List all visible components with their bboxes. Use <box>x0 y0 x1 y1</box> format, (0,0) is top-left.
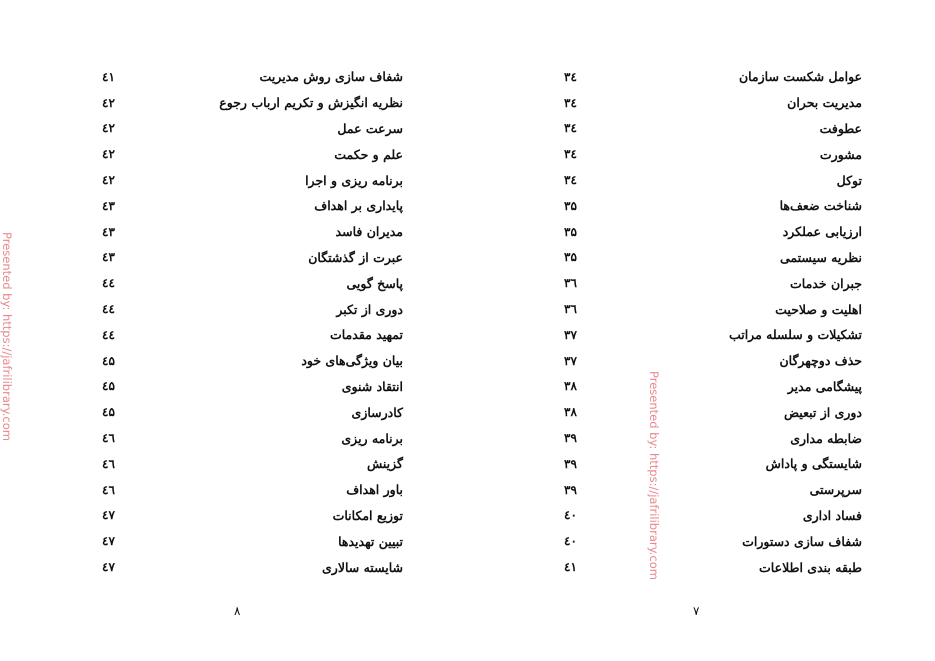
toc-entry-title: انتقاد شنوی <box>341 378 403 394</box>
toc-entry-title: باور اهداف <box>346 482 403 498</box>
toc-entry-title: مشورت <box>819 146 862 162</box>
toc-entry-page: ٤٦ <box>102 431 115 446</box>
toc-entry-title: سرعت عمل <box>337 120 403 136</box>
toc-entry-page: ٤٤ <box>102 302 115 317</box>
toc-entry-title: پیشگامی مدیر <box>787 378 862 394</box>
toc-entry <box>100 219 403 245</box>
toc-entry-title: شفاف سازی دستورات <box>742 533 862 549</box>
toc-entry-page: ۳٤ <box>564 173 577 188</box>
toc-entry-title: عطوفت <box>819 120 862 136</box>
toc-entry <box>100 322 403 348</box>
toc-entry-title: گزینش <box>366 456 403 472</box>
toc-entry <box>100 270 403 296</box>
toc-entry-title: نظریه سیستمی <box>780 249 862 265</box>
page-number-left: ۸ <box>234 604 241 618</box>
toc-entry <box>100 116 403 142</box>
toc-entry <box>100 141 403 167</box>
toc-entry-page: ٤٢ <box>102 147 115 162</box>
page-number-right: ۷ <box>693 604 700 618</box>
toc-entry <box>100 245 403 271</box>
toc-entry <box>100 503 403 529</box>
toc-entry-page: ٤٠ <box>564 508 577 523</box>
toc-entry-title: دوری از تکبر <box>336 301 403 317</box>
toc-entry-title: پاسخ گویی <box>346 275 403 291</box>
toc-entry <box>100 554 403 580</box>
toc-entry <box>562 528 862 554</box>
toc-entry-title: حذف دوچهرگان <box>779 353 862 369</box>
toc-entry-title: عوامل شکست سازمان <box>738 69 862 85</box>
watermark-middle: Presented by: https://jafrilibrary.com <box>647 371 661 580</box>
toc-entry-title: دوری از تبعیض <box>783 404 862 420</box>
toc-entry-title: علم و حکمت <box>334 146 403 162</box>
watermark-edge: Presented by: https://jafrilibrary.com <box>0 232 14 441</box>
toc-entry-page: ٤١ <box>102 69 115 84</box>
toc-entry <box>100 399 403 425</box>
toc-column-right <box>562 64 862 580</box>
toc-entry-page: ٤٦ <box>102 456 115 471</box>
toc-entry-page: ٤۵ <box>102 379 115 394</box>
toc-entry-title: تشکیلات و سلسله مراتب <box>728 327 862 343</box>
toc-entry <box>562 141 862 167</box>
toc-entry <box>562 90 862 116</box>
toc-entry-page: ٤۳ <box>102 250 115 265</box>
toc-entry-page: ۳۵ <box>564 224 577 239</box>
toc-entry-page: ۳۹ <box>564 431 577 446</box>
toc-entry-title: توزیع امکانات <box>332 507 403 523</box>
toc-entry-title: تبیین تهدیدها <box>338 533 403 549</box>
toc-entry <box>562 322 862 348</box>
toc-entry-page: ٤۳ <box>102 198 115 213</box>
toc-entry-page: ٤٢ <box>102 121 115 136</box>
toc-entry-page: ۳٤ <box>564 95 577 110</box>
toc-entry-page: ٤٢ <box>102 173 115 188</box>
toc-entry <box>562 348 862 374</box>
toc-entry-page: ٤۷ <box>102 534 115 549</box>
toc-entry-title: سرپرستی <box>809 482 862 498</box>
toc-entry <box>562 477 862 503</box>
toc-entry-title: جبران خدمات <box>790 275 862 291</box>
toc-entry-title: پایداری بر اهداف <box>314 198 403 214</box>
toc-entry-page: ٤۷ <box>102 508 115 523</box>
toc-entry-title: شایسته سالاری <box>322 559 403 575</box>
toc-entry-page: ۳٤ <box>564 147 577 162</box>
toc-entry-page: ۳۵ <box>564 250 577 265</box>
toc-entry-title: اهلیت و صلاحیت <box>775 301 862 317</box>
toc-entry-page: ۳۸ <box>564 405 577 420</box>
toc-entry-page: ٤٢ <box>102 95 115 110</box>
toc-entry <box>562 116 862 142</box>
toc-entry <box>100 296 403 322</box>
toc-entry-page: ٤١ <box>564 560 577 575</box>
toc-entry-page: ۳٤ <box>564 69 577 84</box>
toc-entry <box>562 399 862 425</box>
toc-entry <box>100 193 403 219</box>
toc-entry <box>100 64 403 90</box>
toc-entry-page: ۳۷ <box>564 353 577 368</box>
toc-entry-page: ۳٦ <box>564 276 577 291</box>
toc-entry-page: ٤٤ <box>102 327 115 342</box>
toc-entry-title: ارزیابی عملکرد <box>782 224 862 240</box>
toc-entry-title: برنامه ریزی و اجرا <box>305 172 403 188</box>
toc-entry-page: ٤٤ <box>102 276 115 291</box>
toc-entry-title: شایستگی و پاداش <box>765 456 862 472</box>
toc-entry-title: ضابطه مداری <box>790 430 862 446</box>
toc-entry <box>562 245 862 271</box>
toc-entry-page: ۳٦ <box>564 302 577 317</box>
toc-entry-page: ۳۸ <box>564 379 577 394</box>
toc-entry-title: عبرت از گذشتگان <box>308 249 403 265</box>
toc-entry-page: ٤٠ <box>564 534 577 549</box>
toc-entry-page: ٤٦ <box>102 482 115 497</box>
toc-entry-page: ۳٤ <box>564 121 577 136</box>
toc-entry-page: ۳۵ <box>564 198 577 213</box>
toc-entry <box>562 451 862 477</box>
toc-entry-title: توکل <box>836 172 862 188</box>
toc-entry-title: نظریه انگیزش و تکریم ارباب رجوع <box>219 95 403 111</box>
toc-entry-title: شفاف سازی روش مدیریت <box>259 69 403 85</box>
toc-entry <box>562 503 862 529</box>
toc-entry-page: ٤۵ <box>102 405 115 420</box>
toc-entry-title: بیان ویژگی‌های خود <box>301 353 403 369</box>
toc-entry-title: کادرسازی <box>351 404 403 420</box>
toc-entry-page: ۳۷ <box>564 327 577 342</box>
toc-entry <box>100 477 403 503</box>
toc-entry <box>100 451 403 477</box>
toc-entry-page: ۳۹ <box>564 482 577 497</box>
toc-entry-page: ٤۷ <box>102 560 115 575</box>
toc-entry <box>100 528 403 554</box>
toc-entry <box>100 90 403 116</box>
toc-entry-title: مدیریت بحران <box>787 95 862 111</box>
toc-entry-title: طبقه بندی اطلاعات <box>759 559 862 575</box>
toc-entry-title: مدیران فاسد <box>335 224 403 240</box>
toc-entry-title: تمهید مقدمات <box>329 327 403 343</box>
toc-column-left <box>100 64 403 580</box>
toc-entry <box>100 425 403 451</box>
toc-entry <box>562 374 862 400</box>
toc-entry-page: ٤۵ <box>102 353 115 368</box>
toc-entry <box>562 219 862 245</box>
toc-entry-page: ۳۹ <box>564 456 577 471</box>
toc-entry-title: شناخت ضعف‌ها <box>779 198 862 214</box>
toc-entry <box>562 193 862 219</box>
toc-entry <box>100 374 403 400</box>
toc-entry-title: برنامه ریزی <box>341 430 403 446</box>
toc-entry <box>562 64 862 90</box>
toc-entry-title: فساد اداری <box>802 507 862 523</box>
toc-entry <box>562 425 862 451</box>
toc-entry <box>562 270 862 296</box>
toc-entry <box>100 167 403 193</box>
toc-entry <box>562 167 862 193</box>
toc-entry <box>100 348 403 374</box>
toc-entry-page: ٤۳ <box>102 224 115 239</box>
toc-entry <box>562 554 862 580</box>
toc-entry <box>562 296 862 322</box>
